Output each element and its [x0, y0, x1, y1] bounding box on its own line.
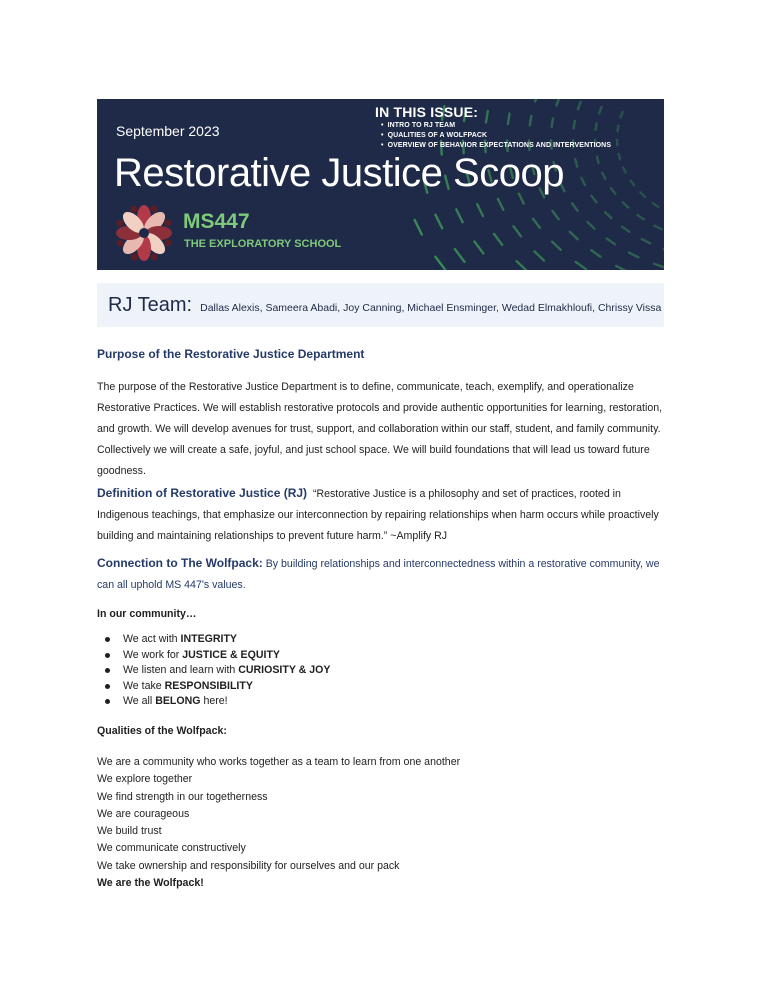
logo-figure-head: [163, 218, 172, 227]
decorative-dash: [415, 220, 422, 235]
value-emphasis: RESPONSIBILITY: [164, 679, 253, 692]
list-item: [103, 679, 330, 695]
decorative-dash: [533, 219, 540, 228]
purpose-paragraph: The purpose of the Restorative Justice Department is to define, communicate, teach, exemplify, and operationalize Restorative Practices. We will establish restorative protocols and provide authentic opportunities for learning, restoration, and growth. We will develop avenues for trust, support, and collaboration within our staff, student, and family community. Collectively we will create a safe, joyful, and just school space. We will build foundations that will lead us toward future goodness.: [97, 381, 663, 477]
newsletter-banner: [97, 99, 664, 270]
decorative-dash: [514, 226, 522, 236]
value-emphasis: JUSTICE & EQUITY: [182, 648, 280, 661]
rj-team-label: RJ Team:: [108, 293, 193, 316]
value-emphasis: BELONG: [155, 695, 201, 707]
decorative-dash: [655, 226, 662, 230]
decorative-dash: [535, 99, 538, 101]
connection-heading: Connection to The Wolfpack:: [97, 556, 263, 570]
connection-text: By building relationships and interconnectedness within a restorative community, we can all uphold MS 447's values.: [97, 558, 660, 591]
list-item: We are a community who works together as a team to learn from one another: [97, 756, 461, 768]
decorative-dash: [623, 202, 628, 207]
decorative-dash: [494, 234, 502, 245]
decorative-dash: [588, 222, 595, 229]
logo-figure-head: [130, 253, 139, 262]
decorative-dash: [622, 227, 629, 232]
issue-list: [375, 121, 611, 151]
value-prefix: We work for: [123, 648, 183, 661]
decorative-dash: [553, 211, 559, 219]
decorative-dash: [592, 196, 597, 203]
decorative-dash: [576, 262, 586, 269]
decorative-dash: [552, 242, 561, 250]
value-prefix: We act with: [123, 633, 181, 645]
in-this-issue-heading: IN THIS ISSUE:: [375, 104, 479, 120]
decorative-dash: [619, 154, 621, 159]
list-item: We are courageous: [97, 807, 190, 820]
logo-figure-head: [164, 238, 173, 247]
decorative-dash: [517, 261, 527, 270]
decorative-dash: [616, 266, 627, 270]
list-item: We take ownership and responsibility for ourselves and our pack: [97, 859, 400, 872]
decorative-dash: [455, 249, 465, 262]
newsletter-title: Restorative Justice Scoop: [114, 151, 564, 195]
issue-date: September 2023: [116, 123, 220, 139]
value-emphasis: INTEGRITY: [180, 633, 238, 645]
value-prefix: We take: [123, 679, 165, 692]
decorative-dash: [629, 253, 638, 258]
decorative-dash: [597, 157, 599, 163]
school-subtitle: THE EXPLORATORY SCHOOL: [184, 238, 342, 250]
decorative-dash: [575, 159, 577, 166]
decorative-dash: [631, 181, 635, 186]
decorative-dash: [582, 178, 585, 185]
definition-text: “Restorative Justice is a philosophy and set of practices, rooted in Indigenous teachings, that emphasize our interconnection by repairing relationships when harm occurs while proactively building and maintaining relationships to prevent future harm.” ~Amplify RJ: [97, 488, 659, 542]
decorative-dash: [642, 239, 650, 243]
list-item: [103, 694, 330, 710]
list-item: We find strength in our togetherness: [97, 790, 268, 803]
decorative-dash: [605, 212, 611, 218]
list-item: [103, 632, 330, 648]
decorative-dash: [641, 193, 646, 197]
rj-team-members: Dallas Alexis, Sameera Abadi, Joy Canning, Michael Ensminger, Wedad Elmakhloufi, Chrissy Vissa: [200, 301, 662, 314]
decorative-dash: [654, 264, 664, 268]
qualities-heading: Qualities of the Wolfpack:: [97, 725, 227, 737]
list-item: [103, 648, 330, 664]
decorative-dash: [456, 209, 462, 222]
definition-heading: Definition of Restorative Justice (RJ): [97, 486, 308, 500]
decorative-dash: [572, 203, 578, 210]
definition-paragraph: [97, 483, 672, 547]
decorative-dash: [653, 203, 658, 207]
decorative-dash: [498, 199, 503, 210]
value-prefix: We all: [123, 695, 156, 707]
list-item: We communicate constructively: [97, 842, 246, 855]
value-emphasis: CURIOSITY & JOY: [238, 664, 331, 676]
decorative-dash: [534, 251, 544, 260]
qualities-list: [97, 754, 460, 892]
connection-paragraph: [97, 553, 672, 596]
list-item: We explore together: [97, 773, 193, 786]
decorative-dash: [435, 257, 445, 270]
decorative-dash: [591, 250, 600, 256]
community-heading: In our community…: [97, 608, 197, 620]
logo-figure-head: [150, 252, 159, 261]
value-prefix: We listen and learn with: [123, 664, 239, 676]
flower-of-people-logo-icon: [114, 203, 174, 263]
decorative-dash: [623, 168, 626, 173]
decorative-dash: [607, 239, 615, 245]
decorative-dash: [477, 204, 483, 216]
list-item: We build trust: [97, 825, 162, 838]
community-values-list: [103, 632, 330, 710]
decorative-dash: [618, 126, 619, 132]
logo-figure-head: [115, 219, 124, 228]
decorative-dash: [621, 112, 623, 117]
value-suffix: here!: [200, 695, 228, 707]
purpose-heading: Purpose of the Restorative Justice Department: [97, 347, 365, 361]
logo-figure-head: [149, 204, 158, 213]
list-item: [103, 663, 330, 679]
school-name: MS447: [183, 210, 250, 233]
decorative-dash: [435, 215, 442, 229]
qualities-closing: We are the Wolfpack!: [97, 877, 204, 890]
decorative-dash: [602, 173, 605, 179]
issue-item: • QUALITIES OF A WOLFPACK: [375, 131, 611, 141]
decorative-dash: [611, 188, 615, 194]
decorative-dash: [474, 242, 483, 254]
logo-figure-head: [115, 239, 124, 248]
rj-team-bar: [97, 283, 664, 327]
in-this-issue-box: [375, 104, 611, 151]
decorative-dash: [570, 232, 578, 240]
logo-figure-head: [129, 204, 138, 213]
decorative-dash: [638, 215, 644, 219]
issue-item: • INTRO TO RJ TEAM: [375, 121, 611, 131]
issue-item: • OVERVIEW OF BEHAVIOR EXPECTATIONS AND INTERVENTIONS: [375, 141, 611, 151]
